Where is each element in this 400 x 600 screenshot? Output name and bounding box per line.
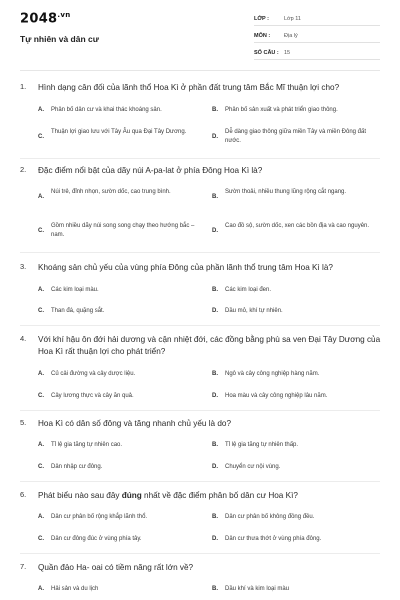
stem-part: nhất về đặc điểm phân bố dân cư Hoa Kì? — [141, 491, 298, 500]
meta-key: MÔN : — [254, 33, 271, 39]
option-letter: D. — [212, 134, 218, 140]
question-divider — [20, 553, 380, 554]
question-stem: Quần đảo Ha- oai có tiềm năng rất lớn về? — [38, 563, 194, 572]
question-stem — [38, 490, 383, 502]
option-text: Các kim loại đen. — [225, 287, 272, 293]
stem-emphasis: đúng — [121, 491, 142, 500]
option-letter: D. — [212, 464, 218, 470]
question-number: 6. — [20, 490, 27, 499]
option-letter: C. — [38, 134, 44, 140]
option-letter: C. — [38, 308, 44, 314]
option-text: Than đá, quặng sắt. — [51, 308, 105, 314]
option-text: Tỉ lệ gia tăng tự nhiên thấp. — [225, 442, 299, 448]
question-stem: Khoáng sản chủ yếu của vùng phía Đông của phần lãnh thổ trung tâm Hoa Kì là? — [38, 263, 333, 272]
option-text: Củ cải đường và cây dược liệu. — [51, 371, 136, 377]
option-letter: B. — [212, 107, 218, 113]
question-stem: Với khí hậu ôn đới hải dương và cận nhiệt đới, các đồng bằng phù sa ven Đại Tây Dương của Hoa Kì rất thuận lợi cho phát triển? — [38, 335, 381, 356]
question-number: 5. — [20, 418, 27, 427]
option-letter: A. — [38, 586, 44, 592]
option-letter: A. — [38, 194, 44, 200]
meta-value: Lớp 11 — [284, 16, 301, 22]
subject-title: Tự nhiên và dân cư — [20, 34, 99, 44]
option-text: Dân cư thưa thớt ở vùng phía đông. — [225, 536, 322, 542]
option-letter: C. — [38, 536, 44, 542]
option-letter: B. — [212, 514, 218, 520]
option-text: Dân cư phân bố rộng khắp lãnh thổ. — [51, 514, 148, 520]
option-letter: A. — [38, 442, 44, 448]
question-stem: Hoa Kì có dân số đông và tăng nhanh chủ yếu là do? — [38, 419, 232, 428]
option-letter: D. — [212, 536, 218, 542]
meta-class — [254, 12, 380, 26]
question-divider — [20, 481, 380, 482]
option-letter: D. — [212, 308, 218, 314]
option-letter: D. — [212, 228, 218, 234]
option-text: Dân cư phân bố không đồng đều. — [225, 514, 315, 520]
option-text: Dầu khí và kim loại màu — [225, 586, 290, 592]
option-letter: C. — [38, 464, 44, 470]
option-text: Hoa màu và cây công nghiệp lâu năm. — [225, 393, 328, 399]
question-stem: Hình dạng cân đối của lãnh thổ Hoa Kì ở phần đất trung tâm Bắc Mĩ thuận lợi cho? — [38, 83, 340, 92]
question-divider — [20, 325, 380, 326]
option-letter: A. — [38, 287, 44, 293]
logo-tld: .vn — [57, 11, 71, 19]
logo-text: 2048 — [20, 11, 58, 27]
meta-subject — [254, 29, 380, 43]
header — [0, 0, 400, 64]
option-text: Tỉ lệ gia tăng tự nhiên cao. — [51, 442, 123, 448]
option-letter: B. — [212, 194, 218, 200]
option-text: Thuận lợi giao lưu với Tây Âu qua Đại Tây Dương. — [51, 129, 187, 135]
header-divider — [20, 70, 380, 71]
meta-value: Địa lý — [284, 33, 298, 39]
option-letter: C. — [38, 228, 44, 234]
option-text: Phân bố sản xuất và phát triển giao thông. — [225, 107, 338, 113]
option-text: Dầu mỏ, khí tự nhiên. — [225, 308, 283, 314]
question-number: 7. — [20, 562, 27, 571]
question-divider — [20, 252, 380, 253]
meta-count — [254, 46, 380, 60]
option-text: Dân cư đông đúc ở vùng phía tây. — [51, 536, 142, 542]
option-text: Chuyển cư nội vùng. — [225, 464, 281, 470]
question-number: 2. — [20, 165, 27, 174]
question-number: 3. — [20, 262, 27, 271]
stem-part: Phát biểu nào sau đây — [38, 491, 122, 500]
option-text: Ngô và cây công nghiệp hàng năm. — [225, 371, 320, 377]
option-text: Phân bố dân cư và khai thác khoáng sản. — [51, 107, 162, 113]
option-letter: D. — [212, 393, 218, 399]
option-text: Dễ dàng giao thông giữa miền Tây và miền Đông đất nước. — [225, 129, 366, 144]
option-letter: A. — [38, 371, 44, 377]
option-text: Dân nhập cư đông. — [51, 464, 103, 470]
option-text: Núi trẻ, đỉnh nhọn, sườn dốc, cao trung bình. — [51, 189, 171, 195]
question-number: 4. — [20, 334, 27, 343]
option-letter: A. — [38, 107, 44, 113]
option-letter: A. — [38, 514, 44, 520]
option-text: Sườn thoải, nhiều thung lũng rộng cắt ngang. — [225, 189, 347, 195]
option-text: Hải sản và du lịch — [51, 586, 99, 592]
option-letter: C. — [38, 393, 44, 399]
question-number: 1. — [20, 82, 27, 91]
site-logo[interactable] — [20, 11, 71, 26]
option-letter: B. — [212, 287, 218, 293]
option-text: Cao đồ sộ, sườn dốc, xen các bồn địa và cao nguyên. — [225, 223, 370, 229]
option-text: Gồm nhiều dãy núi song song chạy theo hướng bắc – nam. — [51, 223, 195, 238]
option-text: Cây lương thực và cây ăn quả. — [51, 393, 134, 399]
meta-key: LỚP : — [254, 16, 269, 22]
option-letter: B. — [212, 586, 218, 592]
option-text: Các kim loại màu. — [51, 287, 99, 293]
question-divider — [20, 158, 380, 159]
option-letter: B. — [212, 442, 218, 448]
option-letter: B. — [212, 371, 218, 377]
meta-value: 15 — [284, 50, 291, 56]
question-stem: Đặc điểm nổi bật của dãy núi A-pa-lat ở phía Đông Hoa Kì là? — [38, 166, 263, 175]
meta-key: SỐ CÂU : — [254, 50, 279, 56]
question-divider — [20, 410, 380, 411]
